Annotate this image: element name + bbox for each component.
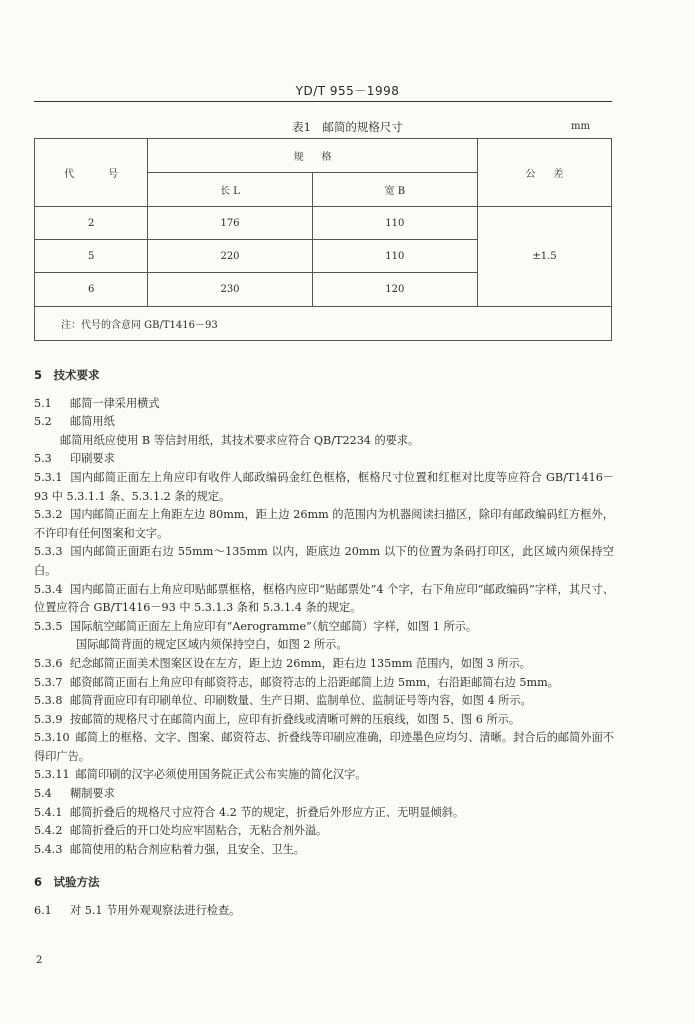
document-body bbox=[34, 366, 614, 921]
table-note: 注：代号的含意同 GB/T1416－93 bbox=[35, 307, 612, 341]
cell-width: 120 bbox=[312, 273, 477, 307]
clause-5-3-1: 5.3.1 国内邮简正面左上角应印有收件人邮政编码金红色框格，框格尺寸位置和红框对比度等应符合 GB/T1416－93 中 5.3.1.1 条、5.3.1.2 条的规定。 bbox=[34, 470, 614, 503]
section-6-title: 6 试验方法 bbox=[34, 875, 100, 890]
cell-length: 176 bbox=[148, 207, 312, 240]
clause-5-3-11: 5.3.11 邮简印刷的汉字必须使用国务院正式公布实施的简化汉字。 bbox=[34, 768, 367, 782]
cell-code: 6 bbox=[35, 273, 148, 307]
cell-width: 110 bbox=[312, 207, 477, 240]
cell-tolerance: ±1.5 bbox=[478, 207, 612, 307]
clause-5-4-2: 5.4.2 邮简折叠后的开口处均应牢固粘合，无粘合剂外溢。 bbox=[34, 824, 328, 838]
table-unit: mm bbox=[571, 121, 590, 132]
cell-code: 5 bbox=[35, 240, 148, 273]
table-row bbox=[35, 207, 612, 240]
clause-5-4-1: 5.4.1 邮简折叠后的规格尺寸应符合 4.2 节的规定，折叠后外形应方正、无明显倾斜。 bbox=[34, 805, 465, 819]
clause-5-1: 5.1 邮简一律采用横式 bbox=[34, 396, 160, 410]
clause-5-3-8: 5.3.8 邮简背面应印有印刷单位、印刷数量、生产日期、监制单位、监制证号等内容，如图 4 所示。 bbox=[34, 694, 532, 708]
clause-5-3-9: 5.3.9 按邮简的规格尺寸在邮简内面上，应印有折叠线或清晰可辨的压痕线，如图 5、图 6 所示。 bbox=[34, 712, 521, 726]
clause-5-3-3: 5.3.3 国内邮简正面距右边 55mm～135mm 以内，距底边 20mm 以下的位置为条码打印区，此区域内须保持空白。 bbox=[34, 545, 614, 577]
page-number: 2 bbox=[36, 955, 43, 966]
col-width-header: 宽 B bbox=[312, 173, 477, 207]
clause-5-3-7: 5.3.7 邮资邮简正面右上角应印有邮资符志，邮资符志的上沿距邮简上边 5mm，右沿距邮简右边 5mm。 bbox=[34, 675, 559, 689]
cell-code: 2 bbox=[35, 207, 148, 240]
clause-5-3-5: 5.3.5 国际航空邮简正面左上角应印有“Aerogramme”（航空邮简）字样，如图 1 所示。 bbox=[34, 619, 478, 633]
clause-5-2: 5.2 邮简用纸 bbox=[34, 415, 115, 429]
clause-5-2-body: 邮简用纸应使用 B 等信封用纸，其技术要求应符合 QB/T2234 的要求。 bbox=[60, 433, 420, 447]
clause-5-4-3: 5.4.3 邮简使用的粘合剂应粘着力强，且安全、卫生。 bbox=[34, 842, 305, 856]
cell-length: 230 bbox=[148, 273, 312, 307]
clause-5-3-2: 5.3.2 国内邮简正面左上角距左边 80mm，距上边 26mm 的范围内为机器阅读扫描区，除印有邮政编码红方框外，不许印有任何图案和文字。 bbox=[34, 508, 614, 540]
col-code-header: 代 号 bbox=[35, 139, 148, 207]
col-spec-header: 规格 bbox=[148, 139, 478, 173]
header-rule bbox=[34, 101, 612, 102]
clause-5-3-10: 5.3.10 邮简上的框格、文字、图案、邮资符志、折叠线等印刷应准确，印迹墨色应均匀、清晰。封合后的邮简外面不得印广告。 bbox=[34, 731, 614, 763]
cell-length: 220 bbox=[148, 240, 312, 273]
clause-6-1: 6.1 对 5.1 节用外观观察法进行检查。 bbox=[34, 904, 241, 918]
clause-5-3-6: 5.3.6 纪念邮简正面美术图案区设在左方，距上边 26mm，距右边 135mm 范围内，如图 3 所示。 bbox=[34, 656, 531, 670]
clause-5-3: 5.3 印刷要求 bbox=[34, 452, 115, 466]
clause-5-3-4: 5.3.4 国内邮简正面右上角应印贴邮票框格，框格内应印“贴邮票处”4 个字，右下角应印“邮政编码”字样，其尺寸、位置应符合 GB/T1416－93 中 5.3.1.3 条和 5.3.1.4 条的规定。 bbox=[34, 582, 614, 615]
table-caption: 表1 邮简的规格尺寸 bbox=[292, 120, 403, 134]
standard-number-header: YD/T 955－1998 bbox=[295, 84, 400, 98]
section-5-title: 5 技术要求 bbox=[34, 368, 100, 382]
col-tolerance-header: 公差 bbox=[478, 139, 612, 207]
col-length-header: 长 L bbox=[148, 173, 312, 207]
spec-table bbox=[34, 138, 612, 341]
cell-width: 110 bbox=[312, 240, 477, 273]
clause-5-4: 5.4 糊制要求 bbox=[34, 787, 115, 801]
clause-5-3-5-body: 国际邮简背面的规定区域内须保持空白，如图 2 所示。 bbox=[76, 638, 348, 652]
